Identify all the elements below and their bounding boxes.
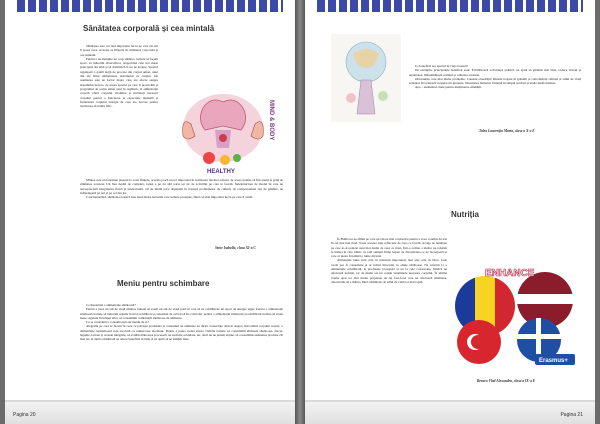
article-body-menu [80, 303, 283, 342]
mind-body-illustration [163, 86, 283, 176]
flags-illustration [451, 254, 581, 366]
article-title-menu: Meniu pentru schimbare [117, 279, 210, 288]
article-title-health: Sănătatea corporală și cea mintală [83, 24, 215, 33]
article-body-health-intro [80, 44, 158, 108]
book-gutter [295, 0, 305, 424]
page-number: Pagina 20 [13, 412, 36, 418]
paragraph: Pentru a ne menține un corp sănătos, trebuie să facem sport, să mâncăm diversificat, respectând cele trei mese principale ale zilei și să dormim 8-9 ore pe noapte. Sportul regulează o gamă largă de procese din corpul uman, unul din ele fiind alimentarea sistemului cu oxigen. De asemenea este un factor major care are efecte asupra sistemului nervos, de aceea sportul pe care îl practicăm și programul de somn uman sunt în legătură. O alimentație corectă oferă corpului vitamine și nutrienți necesari corpului pentru a funcționa la capacitate maximă și furnizează corpului energia de care are nevoie pentru realizarea efortului fizic. [80, 56, 158, 109]
sport-benefits-text [409, 64, 581, 90]
paragraph: Alimentele bune sunt cele cu nutrienți importanți, mai ales cele cu fibre. Cele vechi pot fi consumate și ar trebui înlocuite cu altele sănătoase. Ne referim la o alimentație echilibrată, la produsele proaspete și nu la cele conservate, fiindcă ne afectează nutriția, iar de multe ori nu conțin vitaminele necesare corpului. În ultima vreme apar tot mai multe preparate de tip fast-food care ne afectează sănătatea, obiceiurile de a mânca fiind schimbate de stilul de viață tot mai rapid. [331, 258, 447, 284]
top-stripe-decoration [317, 0, 583, 12]
page-number: Pagina 21 [560, 412, 583, 418]
article-body-health-mind [80, 178, 283, 199]
left-page [5, 0, 295, 424]
paragraph: Ce înseamnă o alimentație sănătoasă? [86, 303, 136, 307]
paragraph: Ce beneficii are sportul în viața noastră? [415, 64, 469, 68]
drawing-illustration [331, 34, 401, 122]
paragraph: Alegerile pe care le facem în ceea ce privește produsele și consumul de alimente au dirija consecințe directe asupra dezvoltării corpului nostru; o alimentație nesănătoasă este asociată cu numeroase afecțiuni. Pentru a putea vedea efecte vizibile trebuie să consumăm alimente sănătoase, fructe, legume, lactate și cereale integrale, să evităm mâncarea procesată, ne sucurile acidulate, iar, dacă nu ne putem abține, să consumăm asemenea produse cât mai rar. O dietă echilibrată ne aduce beneficii în timp și ne ajută să ne simțim bine. [80, 324, 283, 342]
article-body-nutrition [331, 237, 447, 284]
paragraph: Ce se consideră a consuma într-un meniu de zi? [86, 320, 149, 325]
paragraph: Mintea este un fenomen prezent la toate ființele, aceasta joacă un rol important în realizarea fiecărei acțiuni, de aceea trebuie să fim atenți la grijă de sănătatea acesteia. Un bun destul de complex, totuși e pe de altă parte un șir de activități pe care le facem. Îndeletnicirea de model în care ne autoapreciem integritatea fizică și intelectuală, cât de multă pace depunem în tratarea problemelor de cultură, de comportament sau de gândire, ne influențează pe noi și pe cei din jur. [80, 178, 283, 195]
project-logo-text: ENHANCE [485, 268, 535, 279]
author-signature: Tolea Laurențiu Maria, clasa a X-a E [479, 129, 535, 133]
illustration-bottom-label: HEALTHY [207, 169, 235, 175]
illustration-side-label: MIND & BODY [268, 100, 274, 141]
paragraph: Obiceiurile care mai multe probleme. Cauzele obezității: Dietele bogate în grăsimi și carbohidrați rafinați și stilul de viață sedentar favorizează creșterea în greutate. Obezitatea maternă, fumatul în timpul sarcinii și unele medicamente. [409, 76, 581, 86]
paragraph: Apa – elementul cheie pentru menținerea sănătății. [415, 85, 482, 90]
erasmus-badge: Erasmus+ [539, 358, 568, 364]
author-signature: Stroe Isabella, clasa XI-a C [215, 246, 256, 250]
paragraph: Concluzionând, sănătatea noastră este unul dintre lucrurile care trebuie protejate, fiind cel mai important lucru pe care îl avem. [86, 195, 254, 200]
right-page [305, 0, 595, 424]
page-footer [305, 400, 595, 424]
paragraph: În Brăila nu ne aflăm pe care un om ne mai contrazice pentru a avea condiții de trai în cel mai bun mod. Toate acestea sunt reflectate de ceea ce facem. Actele de bunătate pe care le-ai realizat sunt mai multe de ceea ce crezi. Într-o ordine a ideilor ne referim la lumea în care trăim: cu toții suntem ființe legate de diversitatea ce ne înconjoară și care ar putea fi numită o lume diversă. [331, 237, 447, 259]
top-stripe-decoration [17, 0, 283, 12]
paragraph: Pentru a avea un stil de viață sănătos trebuie să avem un stil de viață potrivit care să ne echilibreze un aport de energie sigur. Pentru o alimentație sănătoasă trebuie să mâncăm regulat în mod echilibrat și consumul de calorii să fie controlat, pentru o alimentație sănătoasă și echilibrată trebuie să avem mese regulate în timpul zilei, să consumăm combinații sănătoase de alimente. [80, 307, 283, 320]
article-title-nutrition: Nutriția [451, 210, 479, 219]
paragraph: Sănătatea este cel mai important lucru pe care un om îl poate avea. Aceasta se împarte în sănătatea corporală și cea mintală. [80, 44, 158, 57]
author-signature: Beraru Vlad Alexandru, clasa a IX-a E [477, 379, 536, 383]
page-footer [5, 400, 295, 424]
paragraph: De exemplu, principalele beneficii sunt: Echilibrează activitatea psihică, ne ajută să gândim mai bine, reduce stresul și anxietatea, îmbunătățește somnul și calitatea acestuia. [409, 68, 581, 77]
